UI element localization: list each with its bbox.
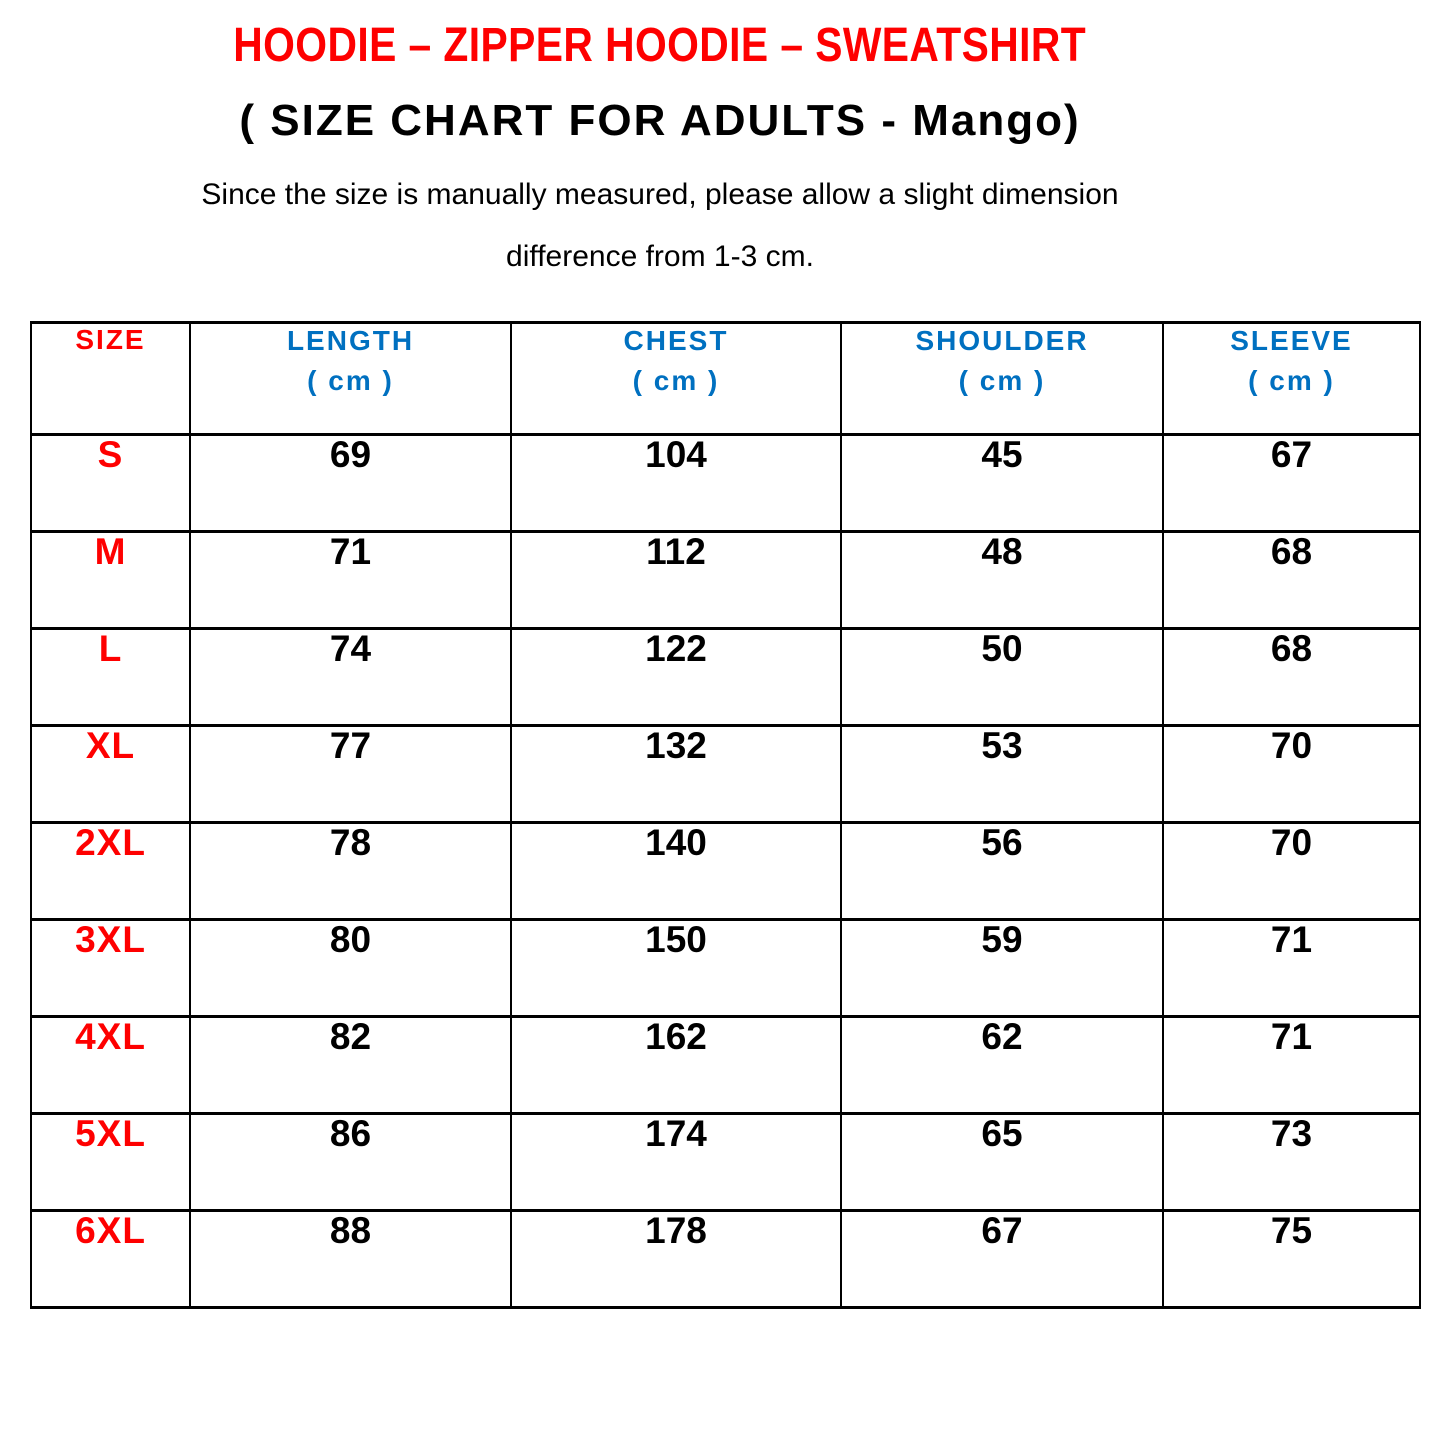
size-cell: 6XL	[31, 1211, 190, 1308]
table-row	[31, 1114, 1420, 1211]
shoulder-cell: 67	[841, 1211, 1163, 1308]
shoulder-cell: 59	[841, 920, 1163, 1017]
page-subtitle: ( SIZE CHART FOR ADULTS - Mango)	[239, 96, 1081, 145]
column-header-sleeve-label: SLEEVE	[1230, 325, 1353, 356]
length-cell: 78	[190, 823, 511, 920]
column-header-chest-unit: ( cm )	[632, 365, 720, 396]
size-cell: L	[31, 629, 190, 726]
size-cell: 3XL	[31, 920, 190, 1017]
shoulder-cell: 48	[841, 532, 1163, 629]
sleeve-cell: 70	[1163, 726, 1420, 823]
chest-cell: 162	[511, 1017, 841, 1114]
column-header-sleeve	[1163, 323, 1420, 435]
chest-cell: 174	[511, 1114, 841, 1211]
length-cell: 69	[190, 435, 511, 532]
column-header-chest-label: CHEST	[623, 325, 729, 356]
table-row	[31, 823, 1420, 920]
size-cell: 4XL	[31, 1017, 190, 1114]
chest-cell: 178	[511, 1211, 841, 1308]
shoulder-cell: 65	[841, 1114, 1163, 1211]
shoulder-cell: 56	[841, 823, 1163, 920]
length-cell: 80	[190, 920, 511, 1017]
size-cell: S	[31, 435, 190, 532]
shoulder-cell: 45	[841, 435, 1163, 532]
chest-cell: 150	[511, 920, 841, 1017]
size-cell: 5XL	[31, 1114, 190, 1211]
shoulder-cell: 53	[841, 726, 1163, 823]
length-cell: 88	[190, 1211, 511, 1308]
length-cell: 74	[190, 629, 511, 726]
column-header-shoulder-label: SHOULDER	[915, 325, 1089, 356]
column-header-shoulder	[841, 323, 1163, 435]
page-title	[0, 18, 1320, 74]
column-header-length-label: LENGTH	[286, 325, 415, 356]
sleeve-cell: 71	[1163, 1017, 1420, 1114]
shoulder-cell: 62	[841, 1017, 1163, 1114]
size-cell: 2XL	[31, 823, 190, 920]
chest-cell: 122	[511, 629, 841, 726]
length-cell: 82	[190, 1017, 511, 1114]
length-cell: 77	[190, 726, 511, 823]
chest-cell: 132	[511, 726, 841, 823]
table-header-row	[31, 323, 1420, 435]
length-cell: 86	[190, 1114, 511, 1211]
chest-cell: 104	[511, 435, 841, 532]
measurement-note-line-1: Since the size is manually measured, please allow a slight dimension	[201, 178, 1119, 211]
size-cell: M	[31, 532, 190, 629]
measurement-note-line-2: difference from 1-3 cm.	[506, 240, 814, 273]
sleeve-cell: 73	[1163, 1114, 1420, 1211]
table-row	[31, 920, 1420, 1017]
size-chart-table	[30, 321, 1421, 1309]
column-header-sleeve-unit: ( cm )	[1248, 365, 1335, 396]
column-header-length	[190, 323, 511, 435]
chest-cell: 112	[511, 532, 841, 629]
header-text-block	[0, 0, 1320, 275]
sleeve-cell: 70	[1163, 823, 1420, 920]
shoulder-cell: 50	[841, 629, 1163, 726]
sleeve-cell: 75	[1163, 1211, 1420, 1308]
page-title-text: HOODIE – ZIPPER HOODIE – SWEATSHIRT	[233, 19, 1087, 72]
length-cell: 71	[190, 532, 511, 629]
table-row	[31, 435, 1420, 532]
size-cell: XL	[31, 726, 190, 823]
sleeve-cell: 68	[1163, 629, 1420, 726]
table-row	[31, 1017, 1420, 1114]
table-row	[31, 532, 1420, 629]
sleeve-cell: 67	[1163, 435, 1420, 532]
table-row	[31, 1211, 1420, 1308]
sleeve-cell: 71	[1163, 920, 1420, 1017]
column-header-shoulder-unit: ( cm )	[958, 365, 1046, 396]
column-header-size: SIZE	[31, 323, 190, 435]
table-row	[31, 629, 1420, 726]
chest-cell: 140	[511, 823, 841, 920]
column-header-chest	[511, 323, 841, 435]
table-row	[31, 726, 1420, 823]
column-header-length-unit: ( cm )	[307, 365, 394, 396]
sleeve-cell: 68	[1163, 532, 1420, 629]
